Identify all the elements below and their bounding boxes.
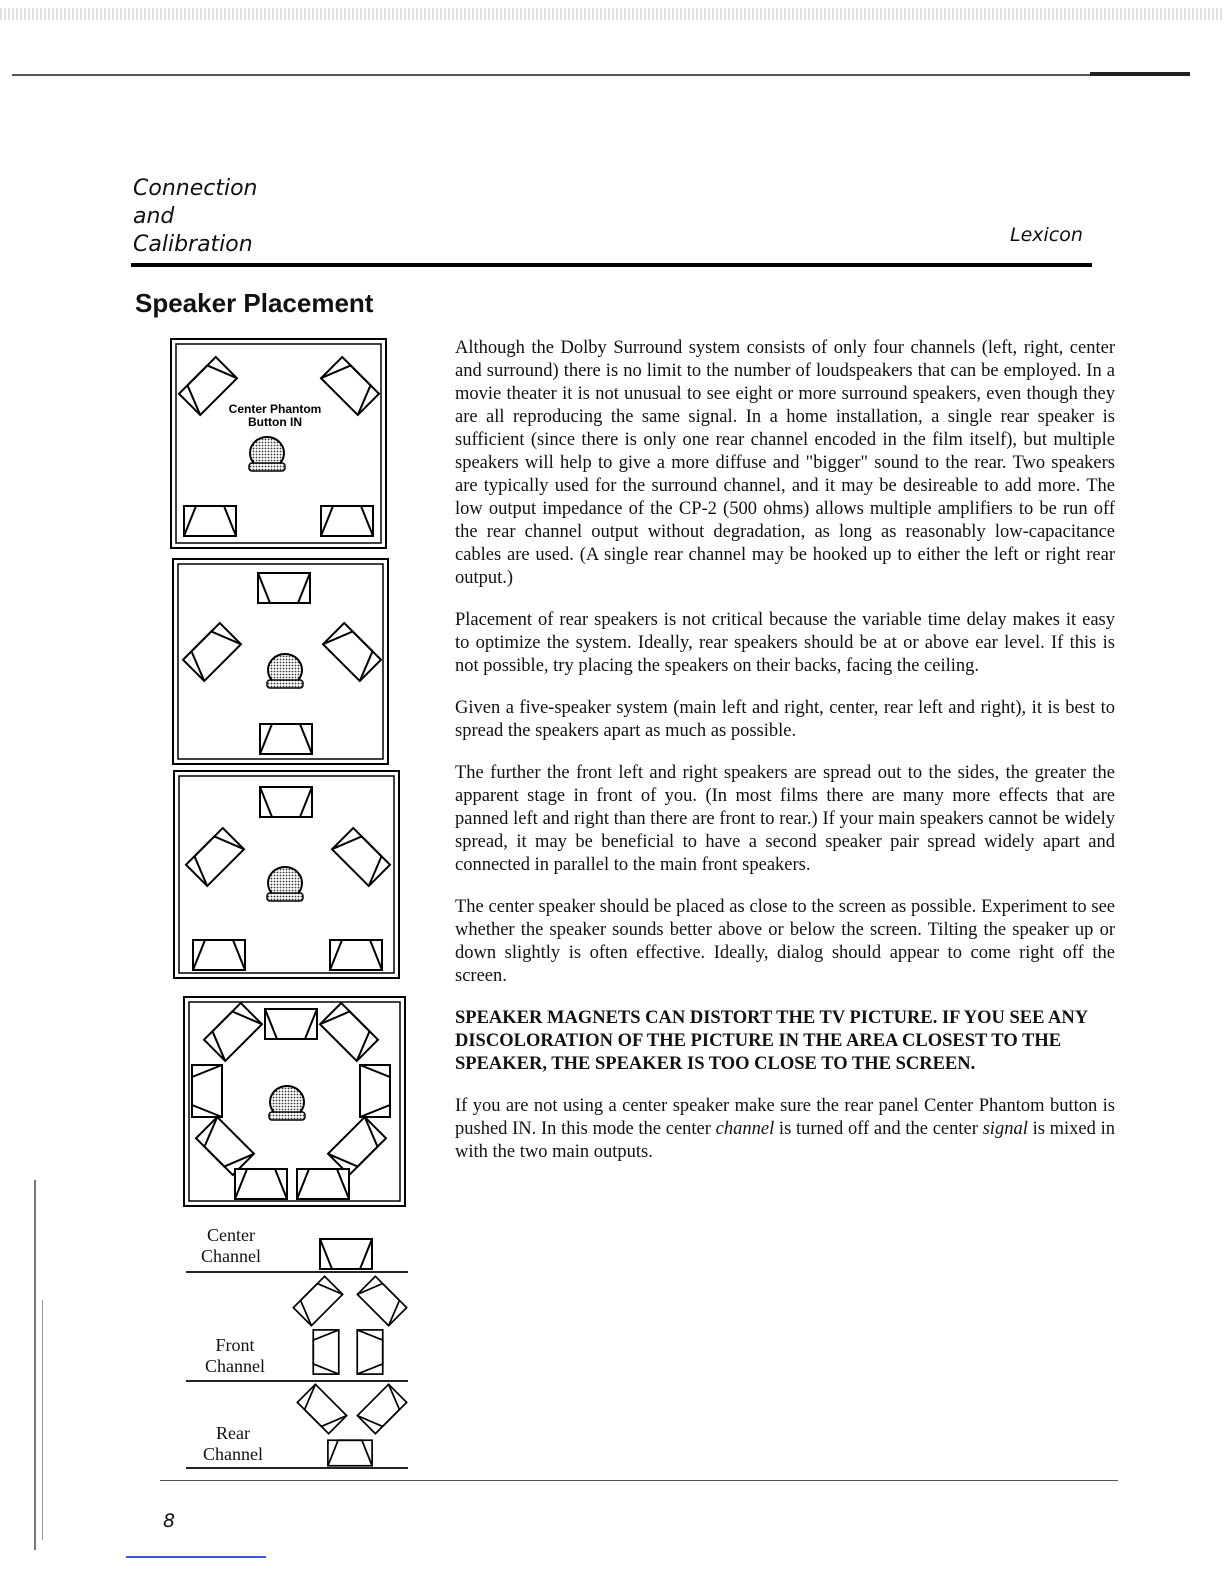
scan-binding-edge <box>34 1180 36 1550</box>
last-paragraph-text-3: is mixed in with the two main outputs. <box>455 1119 1115 1162</box>
speaker-diagram-phantom <box>170 338 388 550</box>
legend-front-line2: Channel <box>205 1356 265 1376</box>
rear-right-speaker-icon <box>330 940 382 970</box>
front-right-speaker-icon <box>332 828 390 886</box>
header-rule <box>131 263 1092 267</box>
side-right-speaker-icon <box>360 1065 390 1117</box>
front-left-speaker-icon <box>186 828 244 886</box>
speaker-diagram-five-speaker <box>173 770 401 980</box>
center-speaker-icon <box>260 787 312 817</box>
section-line-3: Calibration <box>133 232 253 257</box>
center-speaker-icon <box>265 1009 317 1039</box>
legend-divider <box>186 1271 408 1273</box>
rear-center-right-speaker-icon <box>297 1169 349 1199</box>
paragraph-4: The further the front left and right speakers are spread out to the sides, the greater the apparent stage in front of you. (In most films there are many more effects that are panned left and right than there are front to rear.) If your main speakers cannot be widely spread, it may be beneficial to have a second speaker pair spread widely apart and connected in parallel to the main front speakers. <box>455 763 1115 875</box>
brand-name: Lexicon <box>1010 224 1083 246</box>
top-rule <box>12 74 1190 76</box>
section-line-2: and <box>133 204 175 229</box>
body-text <box>455 337 1115 1183</box>
legend-rear-line2: Channel <box>203 1444 263 1464</box>
page-title: Speaker Placement <box>135 288 374 318</box>
side-left-speaker-icon <box>192 1065 222 1117</box>
last-paragraph-emphasis-2: signal <box>982 1119 1028 1139</box>
listener-icon <box>249 437 285 471</box>
rear-right-speaker-icon <box>321 506 373 536</box>
legend-front-label <box>190 1335 280 1377</box>
footer-blue-mark <box>126 1556 266 1558</box>
paragraph-last <box>455 1095 1115 1164</box>
legend-center-line1: Center <box>207 1225 255 1245</box>
center-speaker-icon <box>258 573 310 603</box>
scan-artifact-bar <box>0 8 1224 20</box>
legend-divider <box>186 1380 408 1382</box>
paragraph-2: Placement of rear speakers is not critical because the variable time delay makes it easy to optimize the system. Ideally, rear speakers should be at or above ear level. If this is not possible, try placing the speakers on their backs, facing the ceiling. <box>455 610 1115 676</box>
front-channel-speakers-icon <box>286 1275 416 1379</box>
speaker-legend <box>186 1223 416 1473</box>
rear-center-left-speaker-icon <box>235 1169 287 1199</box>
page-number: 8 <box>163 1510 176 1532</box>
top-rule-mark <box>1090 72 1190 76</box>
legend-rear-label <box>188 1423 278 1465</box>
legend-divider <box>186 1467 408 1469</box>
front-right-speaker-icon <box>321 357 379 415</box>
center-channel-speaker-icon <box>316 1237 376 1271</box>
listener-icon <box>267 654 303 688</box>
paragraph-3: Given a five-speaker system (main left and right, center, rear left and right), it is best to spread the speakers apart as much as possible. <box>455 698 1115 741</box>
listener-icon <box>269 1086 305 1120</box>
legend-center-label <box>186 1225 276 1267</box>
front-right-speaker-icon <box>323 623 381 681</box>
speaker-diagram-single-rear <box>172 558 390 766</box>
last-paragraph-text-2: is turned off and the center <box>774 1119 983 1139</box>
front-left-speaker-icon <box>183 623 241 681</box>
paragraph-5: The center speaker should be placed as close to the screen as possible. Experiment to see whether the speaker sounds better above or below the screen. Tilting the speaker up or down slightly is often effective. Ideally, dialog should appear to come right off the screen. <box>455 897 1115 986</box>
last-paragraph-emphasis-1: channel <box>715 1119 775 1139</box>
scan-binding-edge <box>42 1300 43 1540</box>
diagram-label-line1: Center Phantom <box>228 402 322 416</box>
speaker-diagram-multi-speaker <box>183 996 407 1208</box>
rear-left-speaker-icon <box>196 1117 254 1175</box>
legend-center-line2: Channel <box>201 1246 261 1266</box>
listener-icon <box>267 867 303 901</box>
section-heading <box>133 175 257 259</box>
legend-front-line1: Front <box>215 1335 255 1355</box>
rear-channel-speakers-icon <box>286 1383 416 1473</box>
rear-left-speaker-icon <box>184 506 236 536</box>
rear-right-speaker-icon <box>328 1117 386 1175</box>
section-line-1: Connection <box>133 176 258 201</box>
rear-left-speaker-icon <box>193 940 245 970</box>
diagram-label-line2: Button IN <box>248 415 302 429</box>
footer-rule <box>160 1480 1118 1481</box>
front-right-speaker-icon <box>320 1003 378 1061</box>
legend-rear-line1: Rear <box>216 1423 250 1443</box>
last-paragraph-text-1: If you are not using a center speaker make sure the rear panel Center Phantom button is pushed IN. In this mode the center <box>455 1096 1115 1139</box>
paragraph-1: Although the Dolby Surround system consists of only four channels (left, right, center and surround) there is no limit to the number of loudspeakers that can be employed. In a movie theater it is not unusual to see eight or more surround speakers, even though they are all reproducing the same signal. In a home installation, a single rear speaker is sufficient (since there is only one rear channel encoded in the film itself), but multiple speakers will help to give a more diffuse and "bigger" sound to the rear. Two speakers are typically used for the surround channel, and it may be desireable to add more. The low output impedance of the CP-2 (500 ohms) allows multiple amplifiers to be run off the rear channel output without degradation, as long as reasonably low-capacitance cables are used. (A single rear channel may be hooked up to either the left or right rear output.) <box>455 338 1115 588</box>
warning-paragraph: SPEAKER MAGNETS CAN DISTORT THE TV PICTURE. IF YOU SEE ANY DISCOLORATION OF THE PICTURE IN THE AREA CLOSEST TO THE SPEAKER, THE SPEAKER IS TOO CLOSE TO THE SCREEN. <box>455 1008 1088 1074</box>
rear-speaker-icon <box>260 724 312 754</box>
front-left-speaker-icon <box>204 1003 262 1061</box>
